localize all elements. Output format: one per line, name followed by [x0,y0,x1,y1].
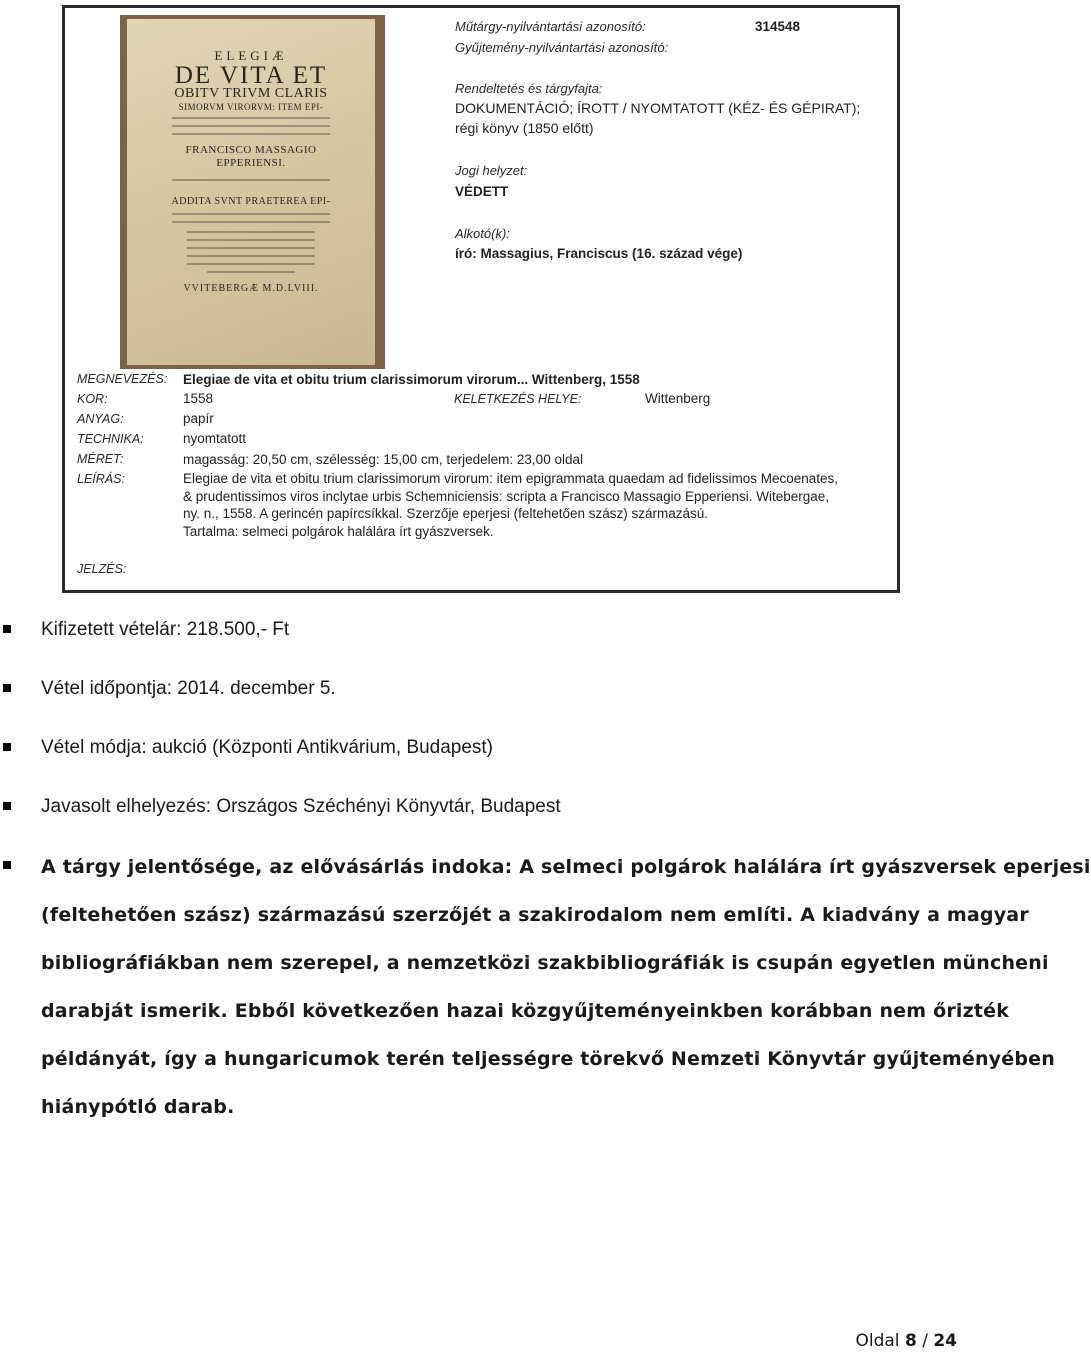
size-label: MÉRET: [77,452,124,466]
fine-print [172,133,330,135]
fine-print [187,247,315,249]
age-value: 1558 [183,391,214,406]
page-separator: / [922,1331,928,1351]
title-page-line: OBITV TRIVM CLARIS [174,86,328,101]
book-title-page-photo [120,15,385,369]
bullet-square-icon [3,861,11,869]
creator-label: Alkotó(k): [455,226,510,241]
age-label: KOR: [77,392,108,406]
name-label: MEGNEVEZÉS: [77,372,168,386]
page-total: 24 [933,1331,957,1351]
fine-print [172,117,330,119]
significance-line: A tárgy jelentősége, az elővásárlás indoka: A selmeci polgárok halálára írt gyászversek eperjesi [41,856,1091,878]
name-value: Elegiae de vita et obitu trium clarissimorum virorum... Wittenberg, 1558 [183,372,640,387]
fine-print [172,125,330,127]
description-line: Tartalma: selmeci polgárok halálára írt gyászversek. [183,523,494,539]
description-line: Elegiae de vita et obitu trium clarissimorum virorum: item epigrammata quaedam ad fidelissimos Mecoenates, [183,471,839,486]
description-line: & prudentissimos viros inclytae urbis Schemniciensis: scripta a Francisco Massagio Epperiensi. Witebergae, [183,488,830,504]
purpose-label: Rendeltetés és tárgyfajta: [455,81,603,96]
origin-value: Wittenberg [645,391,711,406]
fine-print [187,263,315,265]
catalogue-card [62,5,900,593]
legal-status-label: Jogi helyzet: [455,163,528,178]
purchase-price: Kifizetett vételár: 218.500,- Ft [41,619,290,640]
suggested-placement: Javasolt elhelyezés: Országos Széchényi Könyvtár, Budapest [41,796,561,817]
purchase-method: Vétel módja: aukció (Központi Antikvárium, Budapest) [41,737,494,758]
mark-label: JELZÉS: [77,562,127,576]
purchase-date: Vétel időpontja: 2014. december 5. [41,678,336,699]
title-page-line: EPPERIENSI. [216,157,286,169]
technique-value: nyomtatott [183,431,247,446]
fine-print [187,231,315,233]
fine-print [172,221,330,223]
title-page-line: VVITEBERGÆ M.D.LVIII. [183,283,319,294]
description-label: LEÍRÁS: [77,472,125,486]
page-word: Oldal [855,1331,900,1351]
significance-line: darabját ismerik. Ebből következően hazai közgyűjteményeinkben korábban nem őrizték [41,1000,1010,1022]
bullet-square-icon [3,802,11,810]
fine-print [172,213,330,215]
purpose-value: régi könyv (1850 előtt) [455,120,594,136]
technique-label: TECHNIKA: [77,432,144,446]
fine-print [207,271,295,273]
significance-line: (feltehetően szász) származású szerzőjét a szakirodalom nem említi. A kiadvány a magyar [41,904,1029,926]
collection-id-label: Gyűjtemény-nyilvántartási azonosító: [455,40,669,55]
fine-print [187,255,315,257]
page-current: 8 [904,1331,917,1351]
fine-print [187,239,315,241]
title-page-line: FRANCISCO MASSAGIO [185,144,317,156]
material-value: papír [183,411,214,426]
title-page-line: SIMORVM VIRORVM: ITEM EPI- [178,102,324,112]
purpose-value: DOKUMENTÁCIÓ; ÍROTT / NYOMTATOTT (KÉZ- ÉS GÉPIRAT); [455,100,861,116]
material-label: ANYAG: [77,412,124,426]
title-page-line: ADDITA SVNT PRAETEREA EPI- [171,196,331,207]
title-page-line: ELEGIÆ [214,48,288,63]
bullet-square-icon [3,625,11,633]
size-value: magasság: 20,50 cm, szélesség: 15,00 cm, terjedelem: 23,00 oldal [183,452,583,467]
legal-status-value: VÉDETT [455,184,509,199]
description-text [183,470,883,540]
significance-line: hiánypótló darab. [41,1096,235,1118]
fine-print [172,179,330,181]
bullet-square-icon [3,684,11,692]
inventory-id-label: Műtárgy-nyilvántartási azonosító: [455,19,646,34]
bullet-square-icon [3,743,11,751]
title-page [127,19,375,365]
description-line: ny. n., 1558. A gerincén papírcsíkkal. Szerzője eperjesi (feltehetően szász) származású. [183,506,709,521]
inventory-id-value: 314548 [755,19,801,34]
significance-line: példányát, így a hungaricumok terén teljességre törekvő Nemzeti Könyvtár gyűjteményében [41,1048,1055,1070]
title-page-line: DE VITA ET [174,62,328,89]
creator-value: író: Massagius, Franciscus (16. század vége) [455,246,743,261]
significance-line: bibliográfiákban nem szerepel, a nemzetközi szakbibliográfiák is csupán egyetlen müncheni [41,952,1049,974]
origin-label: KELETKEZÉS HELYE: [454,392,582,406]
page-footer [855,1331,957,1351]
significance-paragraph [41,854,1091,1142]
